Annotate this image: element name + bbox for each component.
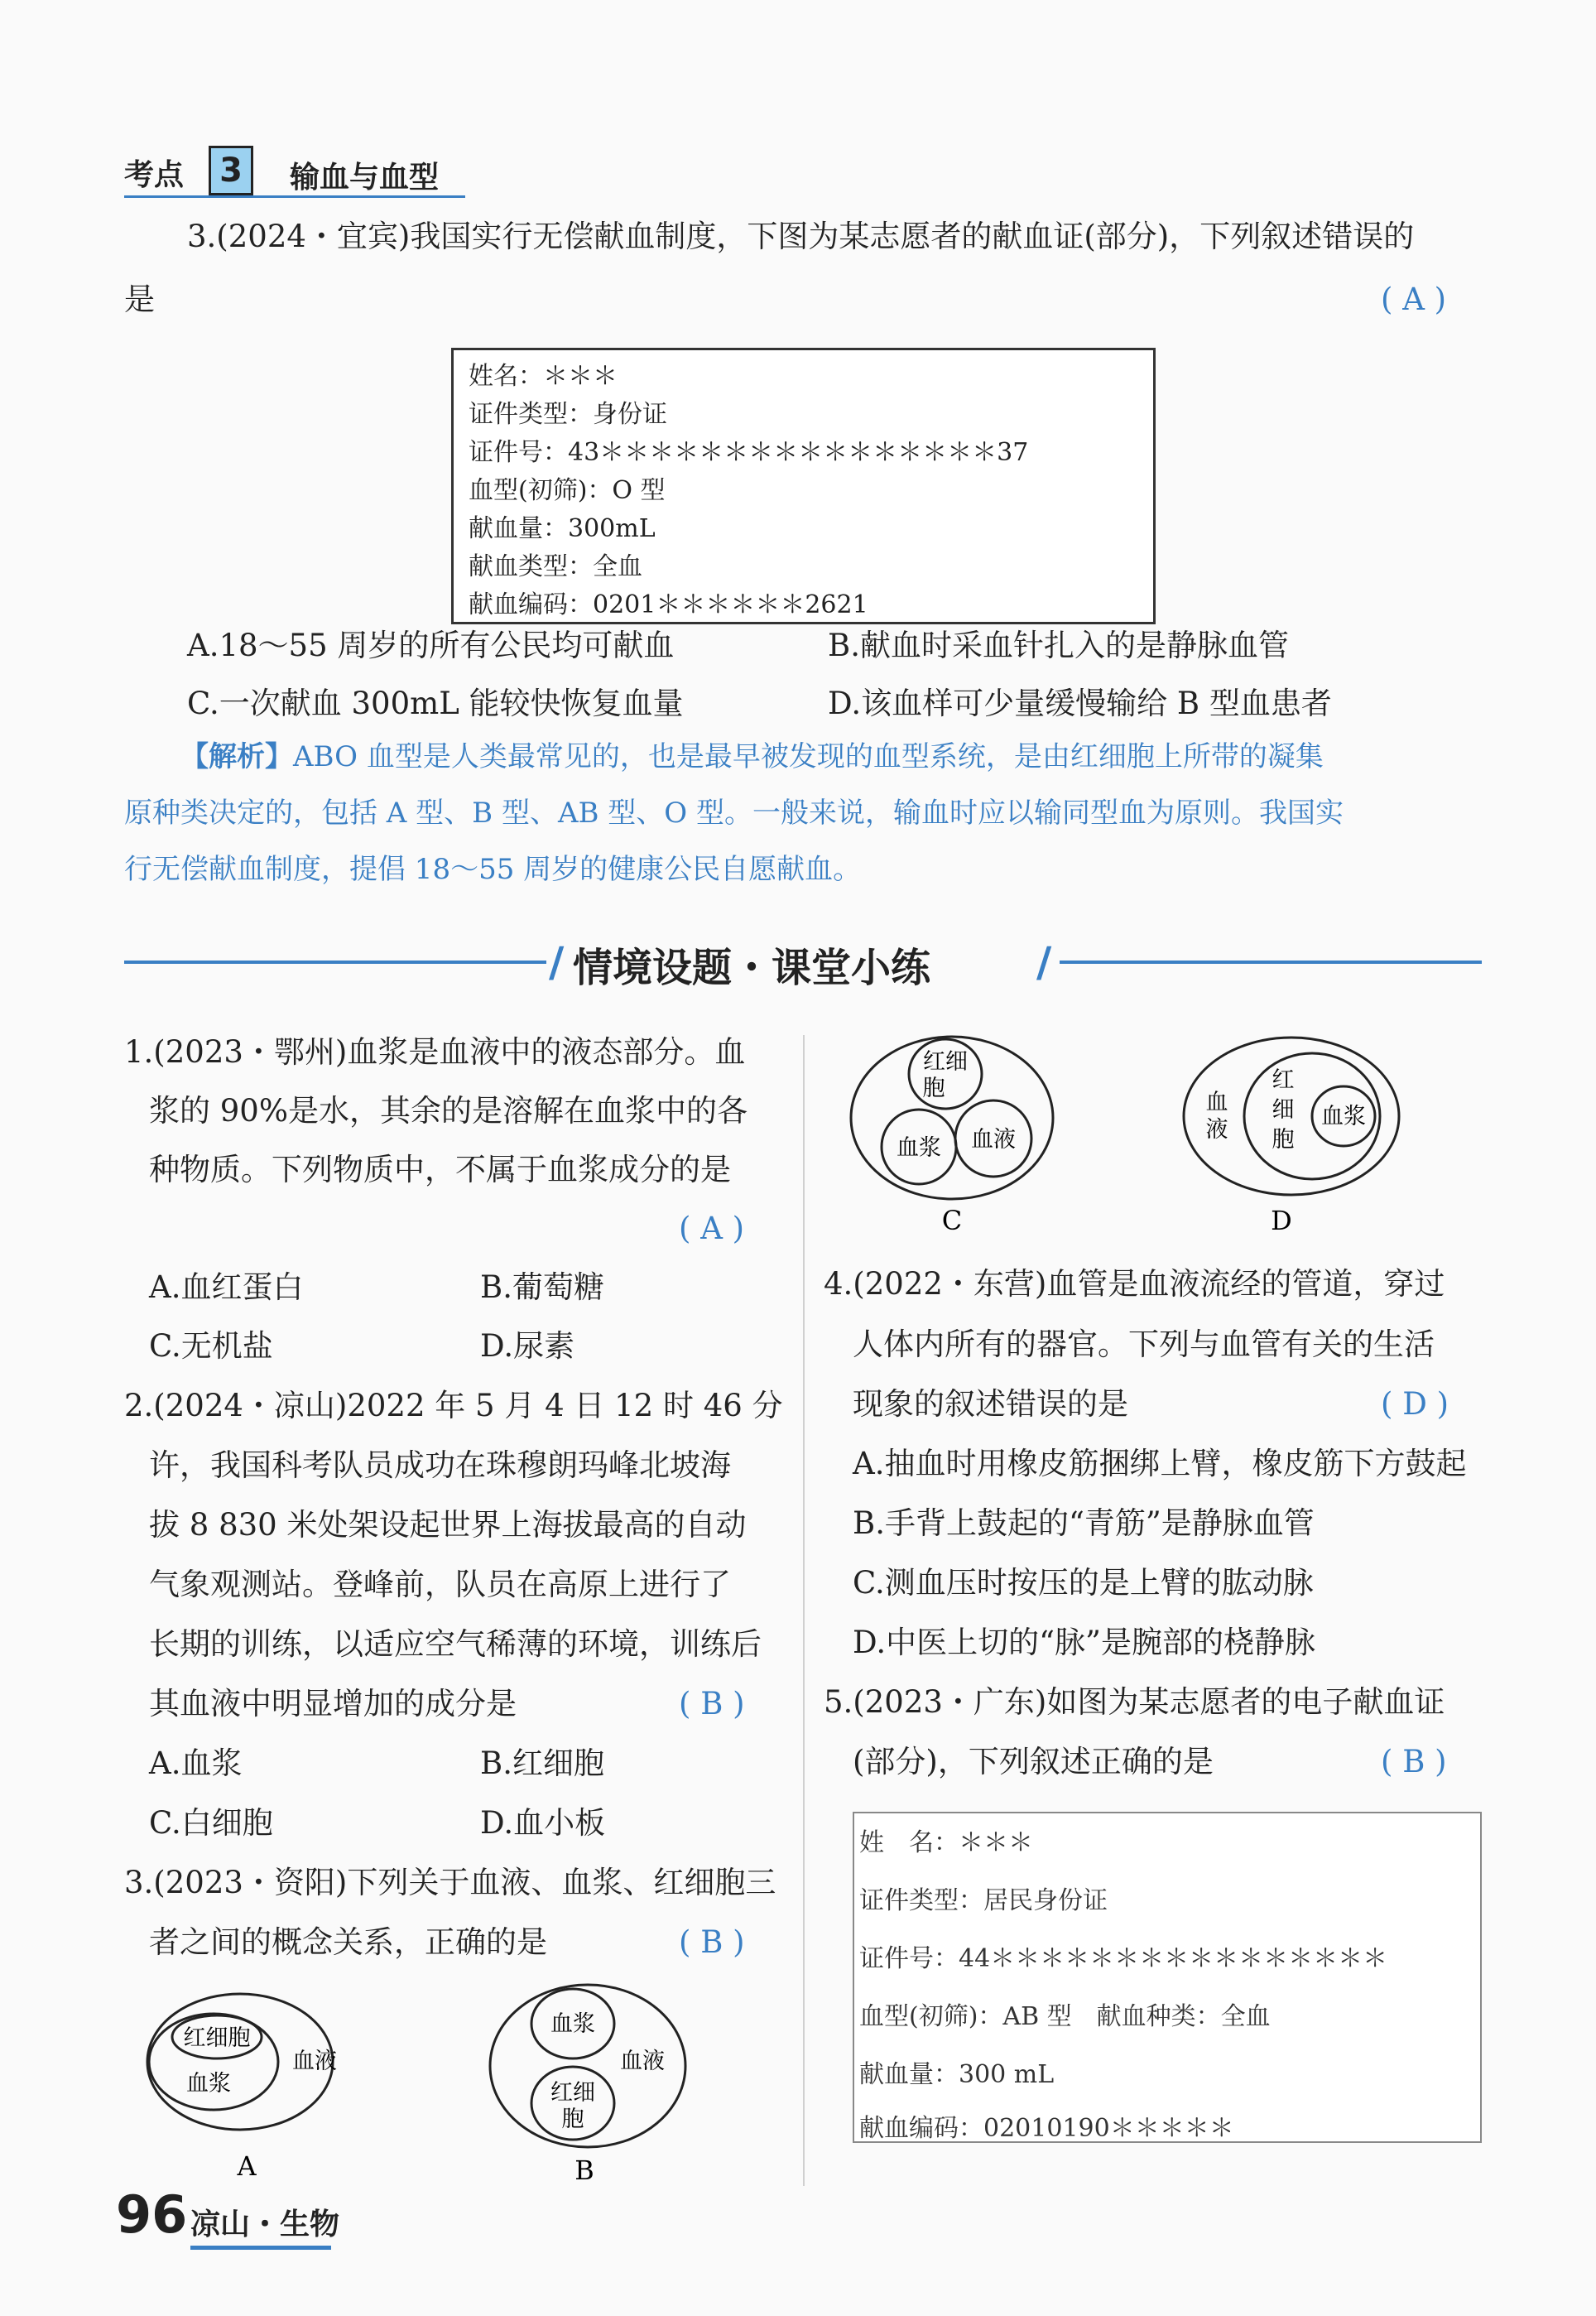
q3-line1: 3.(2023・资阳)下列关于血液、血浆、红细胞三 (124, 1865, 776, 1900)
q4-option-a: A.抽血时用橡皮筋捆绑上臂，橡皮筋下方鼓起 (853, 1446, 1467, 1481)
q4-option-d: D.中医上切的“脉”是腕部的桡静脉 (853, 1625, 1315, 1660)
header-title: 输血与血型 (290, 161, 440, 195)
diagram-b-rbc-label1: 红细 (550, 2080, 595, 2106)
q2-line4: 气象观测站。登峰前，队员在高原上进行了 (149, 1567, 731, 1602)
q4-line1: 4.(2022・东营)血管是血液流经的管道，穿过 (824, 1266, 1445, 1302)
card-top-line: 血型(初筛)：O 型 (469, 476, 666, 505)
header-underline (124, 195, 465, 198)
diagram-d-rbc-label3: 胞 (1272, 1127, 1295, 1153)
q5-line1: 5.(2023・广东)如图为某志愿者的电子献血证 (824, 1684, 1445, 1720)
q-top-line1: 3.(2024・宜宾)我国实行无偿献血制度，下图为某志愿者的献血证(部分)，下列叙述错误的 (187, 219, 1415, 254)
card-top-line: 证件号：43＊＊＊＊＊＊＊＊＊＊＊＊＊＊＊＊37 (469, 438, 1029, 467)
diagram-d-rbc-label2: 细 (1272, 1097, 1295, 1123)
diagram-c-letter: C (941, 1205, 963, 1236)
q1-answer: ( A ) (679, 1211, 745, 1246)
diagram-a-rbc-label: 红细胞 (183, 2025, 251, 2051)
diagram-d-blood-label2: 液 (1205, 1117, 1228, 1143)
q4-line3: 现象的叙述错误的是 (853, 1386, 1128, 1422)
q-top-option-b: B.献血时采血针扎入的是静脉血管 (828, 628, 1289, 663)
q4-option-b: B.手背上鼓起的“青筋”是静脉血管 (853, 1505, 1315, 1541)
q2-option-d: D.血小板 (480, 1805, 606, 1841)
page-number: 96 (116, 2184, 188, 2245)
q1-line2: 浆的 90%是水，其余的是溶解在血浆中的各 (149, 1093, 748, 1129)
q-top-line2: 是 (124, 282, 155, 317)
diagram-d-rbc-label1: 红 (1272, 1067, 1295, 1093)
q2-line1: 2.(2024・凉山)2022 年 5 月 4 日 12 时 46 分 (124, 1388, 783, 1423)
q1-option-a: A.血红蛋白 (149, 1269, 304, 1305)
donation-card-q5 (853, 1812, 1482, 2143)
diagram-b-blood-label: 血液 (620, 2049, 665, 2074)
card-top-line: 献血类型：全血 (469, 552, 642, 581)
q2-line5: 长期的训练，以适应空气稀薄的环境，训练后 (149, 1626, 762, 1662)
diagram-d-plasma-label: 血浆 (1321, 1104, 1366, 1129)
diagram-b-letter: B (574, 2155, 594, 2186)
diagram-a-blood-label: 血液 (292, 2049, 337, 2074)
diagram-c (844, 1031, 1068, 1238)
analysis-tag: 【解析】 (180, 740, 293, 773)
header-number: 3 (209, 146, 253, 195)
donation-card-top (451, 348, 1156, 624)
header-label: 考点 (124, 158, 185, 192)
q4-option-c: C.测血压时按压的是上臂的肱动脉 (853, 1565, 1314, 1601)
diagram-c-rbc-label2: 胞 (922, 1076, 945, 1101)
footer-underline (190, 2246, 331, 2250)
analysis-line1 (180, 727, 1324, 787)
diagram-b-rbc-label2: 胞 (561, 2107, 584, 2132)
q2-option-c: C.白细胞 (149, 1805, 273, 1841)
analysis-line3: 行无偿献血制度，提倡 18～55 周岁的健康公民自愿献血。 (124, 853, 862, 886)
diagram-c-blood-label: 血液 (971, 1127, 1016, 1153)
q2-answer: ( B ) (679, 1686, 745, 1721)
q5-line2: (部分)，下列叙述正确的是 (853, 1744, 1214, 1779)
q3-answer: ( B ) (679, 1924, 745, 1960)
q-top-answer: ( A ) (1381, 282, 1447, 317)
diagram-b-plasma-label: 血浆 (550, 2011, 595, 2037)
diagram-a-plasma-label: 血浆 (186, 2071, 231, 2097)
q1-option-d: D.尿素 (480, 1328, 575, 1364)
q2-option-b: B.红细胞 (480, 1745, 604, 1781)
analysis-text: ABO 血型是人类最常见的，也是最早被发现的血型系统，是由红细胞上所带的凝集 (293, 740, 1324, 773)
q1-line3: 种物质。下列物质中，不属于血浆成分的是 (149, 1152, 731, 1187)
diagram-d-blood-label1: 血 (1205, 1090, 1228, 1115)
card-top-line: 献血量：300mL (469, 514, 656, 543)
q-top-option-a: A.18～55 周岁的所有公民均可献血 (187, 628, 675, 663)
q-top-option-d: D.该血样可少量缓慢输给 B 型血患者 (828, 686, 1332, 721)
q1-line1: 1.(2023・鄂州)血浆是血液中的液态部分。血 (124, 1034, 746, 1070)
card-q5-line: 姓 名：＊＊＊ (859, 1828, 1033, 1857)
diagram-a (141, 1983, 364, 2182)
q1-option-b: B.葡萄糖 (480, 1269, 604, 1305)
footer-subject: 凉山・生物 (190, 2208, 340, 2241)
card-q5-line: 献血量：300 mL (859, 2060, 1055, 2089)
diagram-c-rbc-label1: 红细 (923, 1049, 968, 1075)
q4-answer: ( D ) (1381, 1386, 1449, 1422)
q5-answer: ( B ) (1381, 1744, 1447, 1779)
diagram-b (480, 1979, 712, 2186)
card-top-line: 献血编码：0201＊＊＊＊＊＊2621 (469, 590, 868, 619)
card-q5-line: 血型(初筛)：AB 型 献血种类：全血 (859, 2002, 1271, 2031)
diagram-d (1175, 1031, 1407, 1238)
card-q5-line: 证件类型：居民身份证 (859, 1886, 1108, 1915)
diagram-c-plasma-label: 血浆 (897, 1135, 941, 1161)
diagram-a-letter: A (237, 2150, 257, 2182)
q2-line2: 许，我国科考队员成功在珠穆朗玛峰北坡海 (149, 1447, 731, 1483)
card-top-line: 姓名：＊＊＊ (469, 362, 618, 391)
q2-line6: 其血液中明显增加的成分是 (149, 1686, 517, 1721)
banner-line-left (124, 961, 546, 964)
q-top-option-c: C.一次献血 300mL 能较快恢复血量 (187, 686, 684, 721)
banner-slash-right: / (1036, 937, 1052, 986)
q4-line2: 人体内所有的器官。下列与血管有关的生活 (853, 1327, 1435, 1362)
q1-option-c: C.无机盐 (149, 1328, 273, 1364)
q3-line2: 者之间的概念关系，正确的是 (149, 1924, 547, 1960)
banner-line-right (1060, 961, 1482, 964)
card-top-line: 证件类型：身份证 (469, 400, 667, 429)
q2-line3: 拔 8 830 米处架设起世界上海拔最高的自动 (149, 1507, 747, 1543)
analysis-line2: 原种类决定的，包括 A 型、B 型、AB 型、O 型。一般来说，输血时应以输同型血为原则。我国实 (124, 797, 1344, 830)
section-title: 情境设题・课堂小练 (573, 945, 931, 991)
q2-option-a: A.血浆 (149, 1745, 243, 1781)
diagram-d-letter: D (1271, 1205, 1292, 1236)
card-q5-line: 证件号：44＊＊＊＊＊＊＊＊＊＊＊＊＊＊＊＊ (859, 1944, 1388, 1973)
column-divider (803, 1035, 805, 2186)
card-q5-line: 献血编码：02010190＊＊＊＊＊ (859, 2114, 1234, 2143)
banner-slash-left: / (549, 937, 565, 986)
